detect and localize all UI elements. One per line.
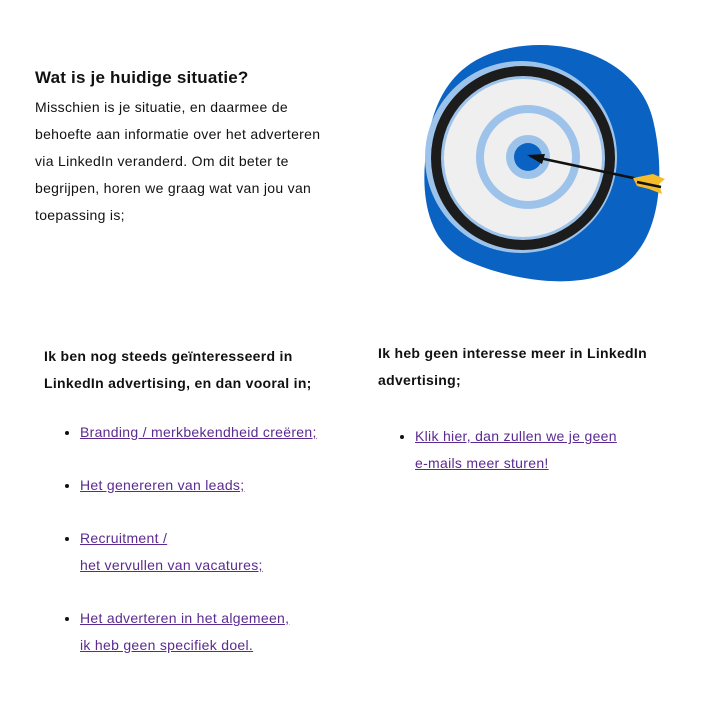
intro-title: Wat is je huidige situatie? bbox=[35, 68, 249, 87]
link-line: Klik hier, dan zullen we je geen bbox=[415, 428, 617, 444]
link-line: Recruitment / bbox=[80, 530, 168, 546]
not-interested-heading: Ik heb geen interesse meer in LinkedIn advertising; bbox=[378, 345, 647, 388]
link-line: e-mails meer sturen! bbox=[415, 455, 549, 471]
list-item bbox=[415, 423, 698, 477]
option-link-general[interactable] bbox=[80, 610, 289, 653]
intro-body: Misschien is je situatie, en daarmee de behoefte aan informatie over het adverteren via LinkedIn veranderd. Om dit beter te begrijpen, horen we graag wat van jou van toepassing is; bbox=[35, 99, 321, 223]
option-link-branding[interactable]: Branding / merkbekendheid creëren; bbox=[80, 424, 317, 440]
interested-options bbox=[44, 419, 354, 659]
target-with-arrow-icon bbox=[415, 40, 685, 290]
not-interested-section bbox=[378, 340, 698, 477]
link-line: ik heb geen specifiek doel. bbox=[80, 637, 254, 653]
interested-heading: Ik ben nog steeds geïnteresseerd in LinkedIn advertising, en dan vooral in; bbox=[44, 348, 312, 391]
unsubscribe-link[interactable] bbox=[415, 428, 617, 471]
list-item bbox=[80, 605, 354, 659]
option-link-leads[interactable]: Het genereren van leads; bbox=[80, 477, 245, 493]
list-item bbox=[80, 419, 354, 446]
list-item bbox=[80, 525, 354, 579]
list-item bbox=[80, 472, 354, 499]
link-line: het vervullen van vacatures; bbox=[80, 557, 263, 573]
intro-section bbox=[35, 68, 335, 229]
interested-section bbox=[44, 343, 354, 685]
option-link-recruitment[interactable] bbox=[80, 530, 263, 573]
link-line: Het adverteren in het algemeen, bbox=[80, 610, 290, 626]
not-interested-options bbox=[378, 423, 698, 477]
